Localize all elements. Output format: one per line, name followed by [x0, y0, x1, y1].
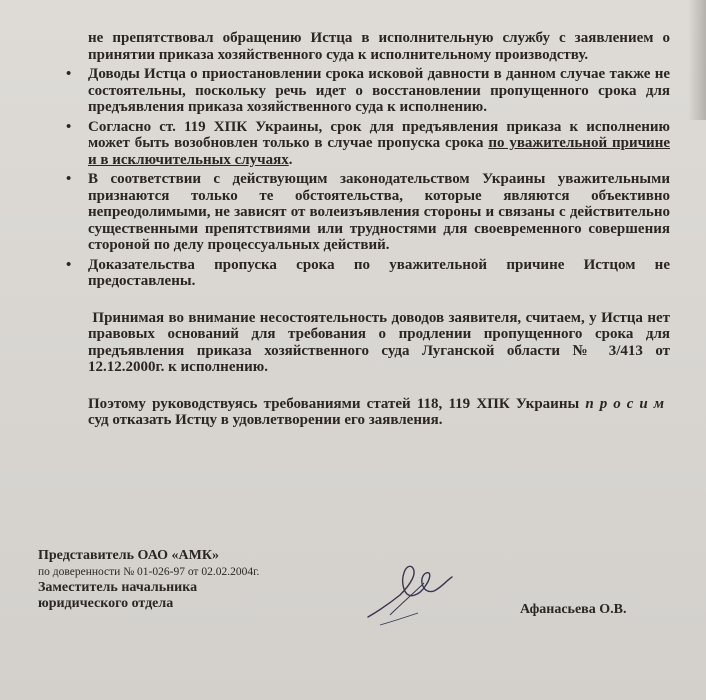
power-of-attorney-line: по доверенности № 01-026-97 от 02.02.2004г.	[38, 566, 260, 578]
bullet-text: Доказательства пропуска срока по уважительной причине Истцом не предоставлены.	[88, 256, 670, 289]
bullet-item-1	[88, 66, 670, 116]
bullet-item-3	[88, 171, 670, 254]
signatory-name: Афанасьева О.В.	[520, 602, 627, 617]
signature-block	[38, 548, 678, 617]
underlined-phrase: по уважительной причине и в исключительных случаях	[88, 135, 670, 168]
argument-list	[88, 66, 670, 290]
intro-continuation: не препятствовал обращению Истца в исполнительную службу с заявлением о принятии приказа хозяйственного суда к исполнительному производству.	[88, 30, 670, 63]
bullet-text: В соответствии с действующим законодательством Украины уважительными признаются только те обстоятельства, которые являются объективно непреодолимыми, не зависят от волеизъявления стороны и связаны с действительно существенными препятствиями или трудностями для своевременного совершения стороной по делу процессуальных действий.	[88, 171, 670, 253]
request-word: просим	[585, 395, 671, 412]
bullet-item-4	[88, 257, 670, 290]
bullet-text: Согласно ст. 119 ХПК Украины, срок для предъявления приказа к исполнению может быть возобновлен только в случае пропуска срока	[88, 118, 670, 151]
representative-line: Представитель ОАО «АМК»	[38, 548, 219, 563]
document-body	[88, 30, 670, 429]
handwritten-signature	[360, 555, 460, 630]
request-end: суд отказать Истцу в удовлетворении его заявления.	[88, 412, 443, 428]
conclusion-text: Принимая во внимание несостоятельность доводов заявителя, считаем, у Истца нет правовых оснований для требования о продлении пропущенного срока для предъявления приказа хозяйственного суда Луганской области № 3/413 от 12.12.2000г. к исполнению.	[88, 309, 671, 375]
bullet-text: Доводы Истца о приостановлении срока исковой давности в данном случае также не состоятельны, поскольку речь идет о восстановлении пропущенного срока для предъявления приказа хозяйственного суда к исполнению.	[88, 66, 670, 115]
request-paragraph	[88, 396, 670, 429]
position-line-1: Заместитель начальника	[38, 580, 198, 595]
request-start: Поэтому руководствуясь требованиями статей 118, 119 ХПК Украины	[88, 395, 580, 412]
position-line-2: юридического отдела	[38, 596, 174, 611]
bullet-item-2	[88, 119, 670, 169]
conclusion-paragraph	[88, 310, 670, 376]
bullet-tail: .	[288, 151, 293, 168]
